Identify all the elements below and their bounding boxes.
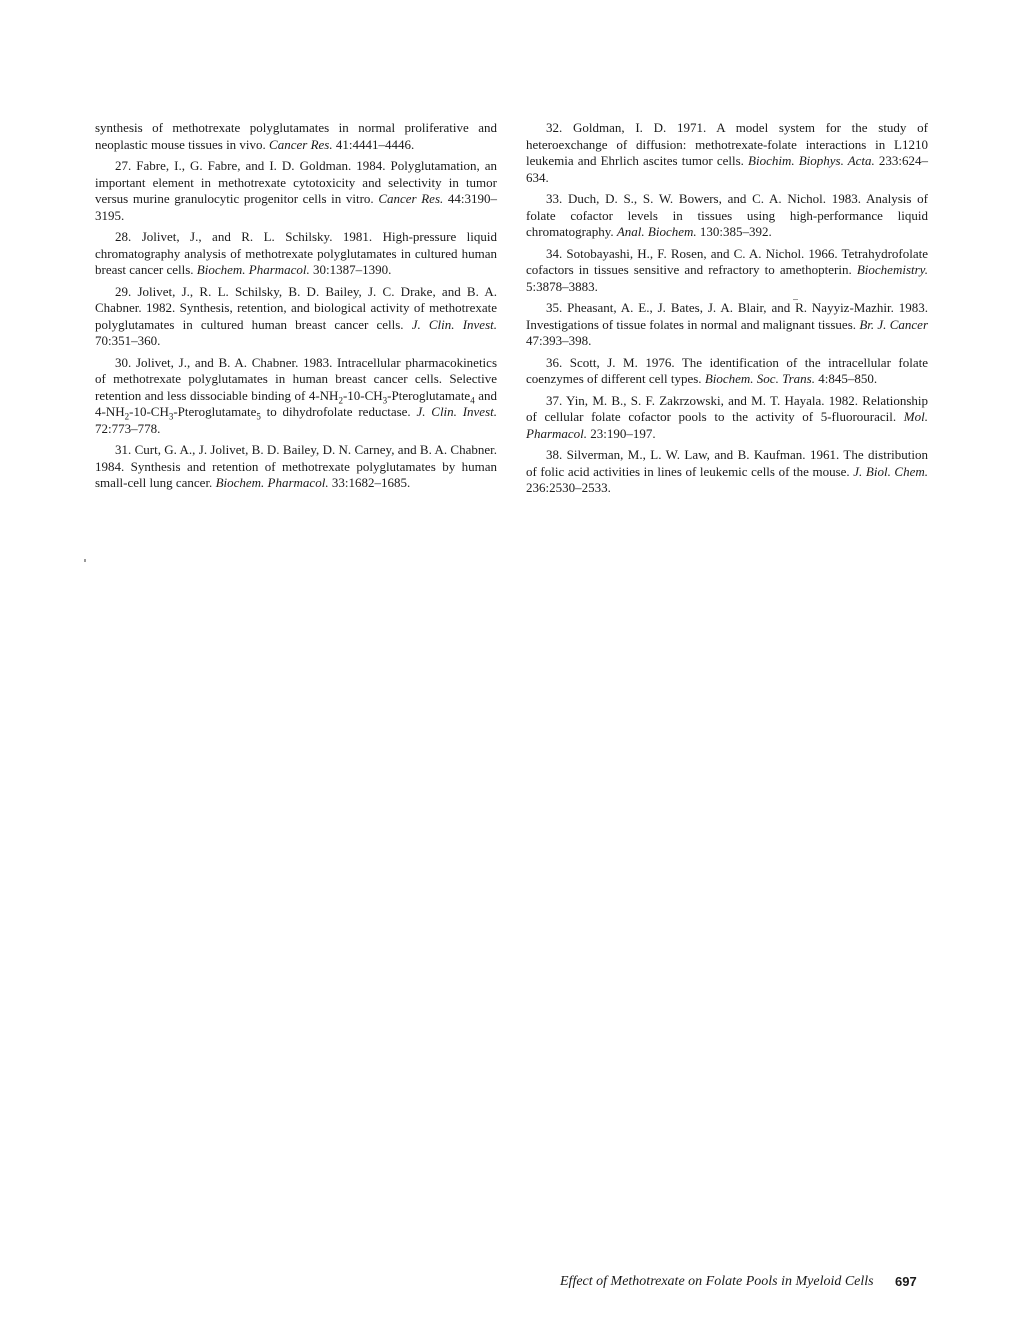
reference-column-right [526, 120, 928, 502]
reference-text: 31. Curt, G. A., J. Jolivet, B. D. Bailey, D. N. Carney, and B. A. Chabner. 1984. Synthesis and retention of methotrexate polyglutamates by human small-cell lung cancer. [95, 442, 497, 490]
reference-text: 27. Fabre, I., G. Fabre, and I. D. Goldman. 1984. Polyglutamation, an important element in methotrexate cytotoxicity and selectivity in tumor versus murine granulocytic progenitor cells in vitro. [95, 158, 497, 206]
reference-text: 233:624–634. [526, 153, 928, 185]
reference-column-left [95, 120, 497, 497]
subscript: 4 [470, 395, 475, 406]
journal-name: Mol. Pharmacol. [526, 409, 928, 441]
reference-text: 30:1387–1390. [309, 262, 392, 277]
journal-name: J. Biol. Chem. [853, 463, 928, 479]
reference-text: 41:4441–4446. [332, 136, 415, 152]
reference-text: -10-CH [129, 404, 169, 419]
reference-text: 33. Duch, D. S., S. W. Bowers, and C. A. Nichol. 1983. Analysis of folate cofactor levels in tissues using high-performance liquid chromatography. [526, 191, 928, 239]
journal-name: Biochem. Pharmacol. [196, 262, 310, 277]
reference-text: 23:190–197. [587, 425, 656, 441]
reference-text: 30. Jolivet, J., and B. A. Chabner. 1983. Intracellular pharmacokinetics of methotrexate polyglutamates in human breast cancer cells. Selective retention and less dissociable binding of 4-NH [95, 354, 497, 403]
subscript: 2 [124, 411, 130, 422]
subscript: 2 [338, 395, 343, 406]
reference-text: 33:1682–1685. [328, 475, 411, 490]
scan-speck [793, 299, 798, 300]
reference-text: -Pteroglutamate [173, 404, 257, 419]
journal-name: Cancer Res. [378, 191, 444, 206]
reference-text: synthesis of methotrexate polyglutamates in normal proliferative and neoplastic mouse tissues in vivo. [95, 120, 497, 152]
reference-entry [526, 355, 928, 388]
reference-text: 5:3878–3883. [526, 278, 598, 294]
running-title: Effect of Methotrexate on Folate Pools in Myeloid Cells [560, 1274, 874, 1289]
reference-entry [95, 229, 497, 279]
reference-entry [95, 120, 497, 153]
journal-name: Cancer Res. [269, 136, 333, 152]
reference-text: 236:2530–2533. [526, 480, 611, 495]
subscript: 3 [168, 411, 174, 422]
reference-entry [526, 120, 928, 186]
reference-text: 130:385–392. [696, 224, 772, 239]
reference-text: 34. Sotobayashi, H., F. Rosen, and C. A. Nichol. 1966. Tetrahydrofolate cofactors in tissues sensitive and refractory to amethopterin. [526, 245, 928, 277]
reference-text: -10-CH [342, 387, 383, 403]
reference-entry [95, 442, 497, 492]
reference-text: 36. Scott, J. M. 1976. The identification of the intracellular folate coenzymes of different cell types. [526, 354, 928, 386]
reference-text: 70:351–360. [95, 333, 161, 348]
reference-entry [526, 393, 928, 443]
scan-speck [84, 559, 86, 562]
page-number: 697 [895, 1274, 917, 1289]
journal-name: J. Clin. Invest. [411, 316, 497, 332]
subscript: 3 [382, 395, 388, 406]
reference-entry [526, 447, 928, 497]
reference-entry [526, 300, 928, 350]
reference-entry [526, 191, 928, 241]
subscript: 5 [256, 411, 261, 422]
reference-text: 44:3190–3195. [95, 191, 497, 223]
reference-entry [95, 158, 497, 224]
journal-name: Biochemistry. [856, 262, 928, 277]
reference-text: and 4-NH [95, 387, 497, 419]
reference-entry [95, 284, 497, 350]
journal-name: Br. J. Cancer [859, 316, 929, 332]
reference-text: 28. Jolivet, J., and R. L. Schilsky. 1981. High-pressure liquid chromatography analysis of methotrexate polyglutamates in cultured human breast cancer cells. [95, 229, 497, 277]
reference-text: 32. Goldman, I. D. 1971. A model system for the study of heteroexchange of diffusion: methotrexate-folate interactions in L1210 leukemia and Ehrlich ascites tumor cells. [526, 120, 928, 168]
page-footer [560, 1273, 920, 1291]
reference-text: -Pteroglutamate [387, 387, 471, 403]
reference-entry [526, 246, 928, 296]
reference-text: 4:845–850. [814, 371, 878, 386]
reference-entry [95, 355, 497, 438]
reference-text: 37. Yin, M. B., S. F. Zakrzowski, and M. T. Hayala. 1982. Relationship of cellular folate cofactor pools to the activity of 5-fluorouracil. [526, 392, 928, 424]
reference-text: 29. Jolivet, J., R. L. Schilsky, B. D. Bailey, J. C. Drake, and B. A. Chabner. 1982. Synthesis, retention, and biological activity of methotrexate polyglutamates in cultured human breast cancer cells. [95, 283, 497, 332]
journal-name: J. Clin. Invest. [416, 404, 497, 419]
reference-text: 38. Silverman, M., L. W. Law, and B. Kaufman. 1961. The distribution of folic acid activities in lines of leukemic cells of the mouse. [526, 447, 928, 479]
journal-name: Anal. Biochem. [616, 224, 697, 239]
reference-text: 72:773–778. [95, 420, 161, 436]
reference-text: to dihydrofolate reductase. [260, 404, 417, 419]
journal-name: Biochim. Biophys. Acta. [748, 153, 875, 168]
journal-name: Biochem. Soc. Trans. [704, 371, 815, 386]
reference-text: 47:393–398. [526, 333, 592, 348]
journal-name: Biochem. Pharmacol. [215, 475, 329, 490]
reference-text: 35. Pheasant, A. E., J. Bates, J. A. Blair, and R. Nayyiz-Mazhir. 1983. Investigations of tissue folates in normal and malignant tissues. [526, 300, 928, 332]
